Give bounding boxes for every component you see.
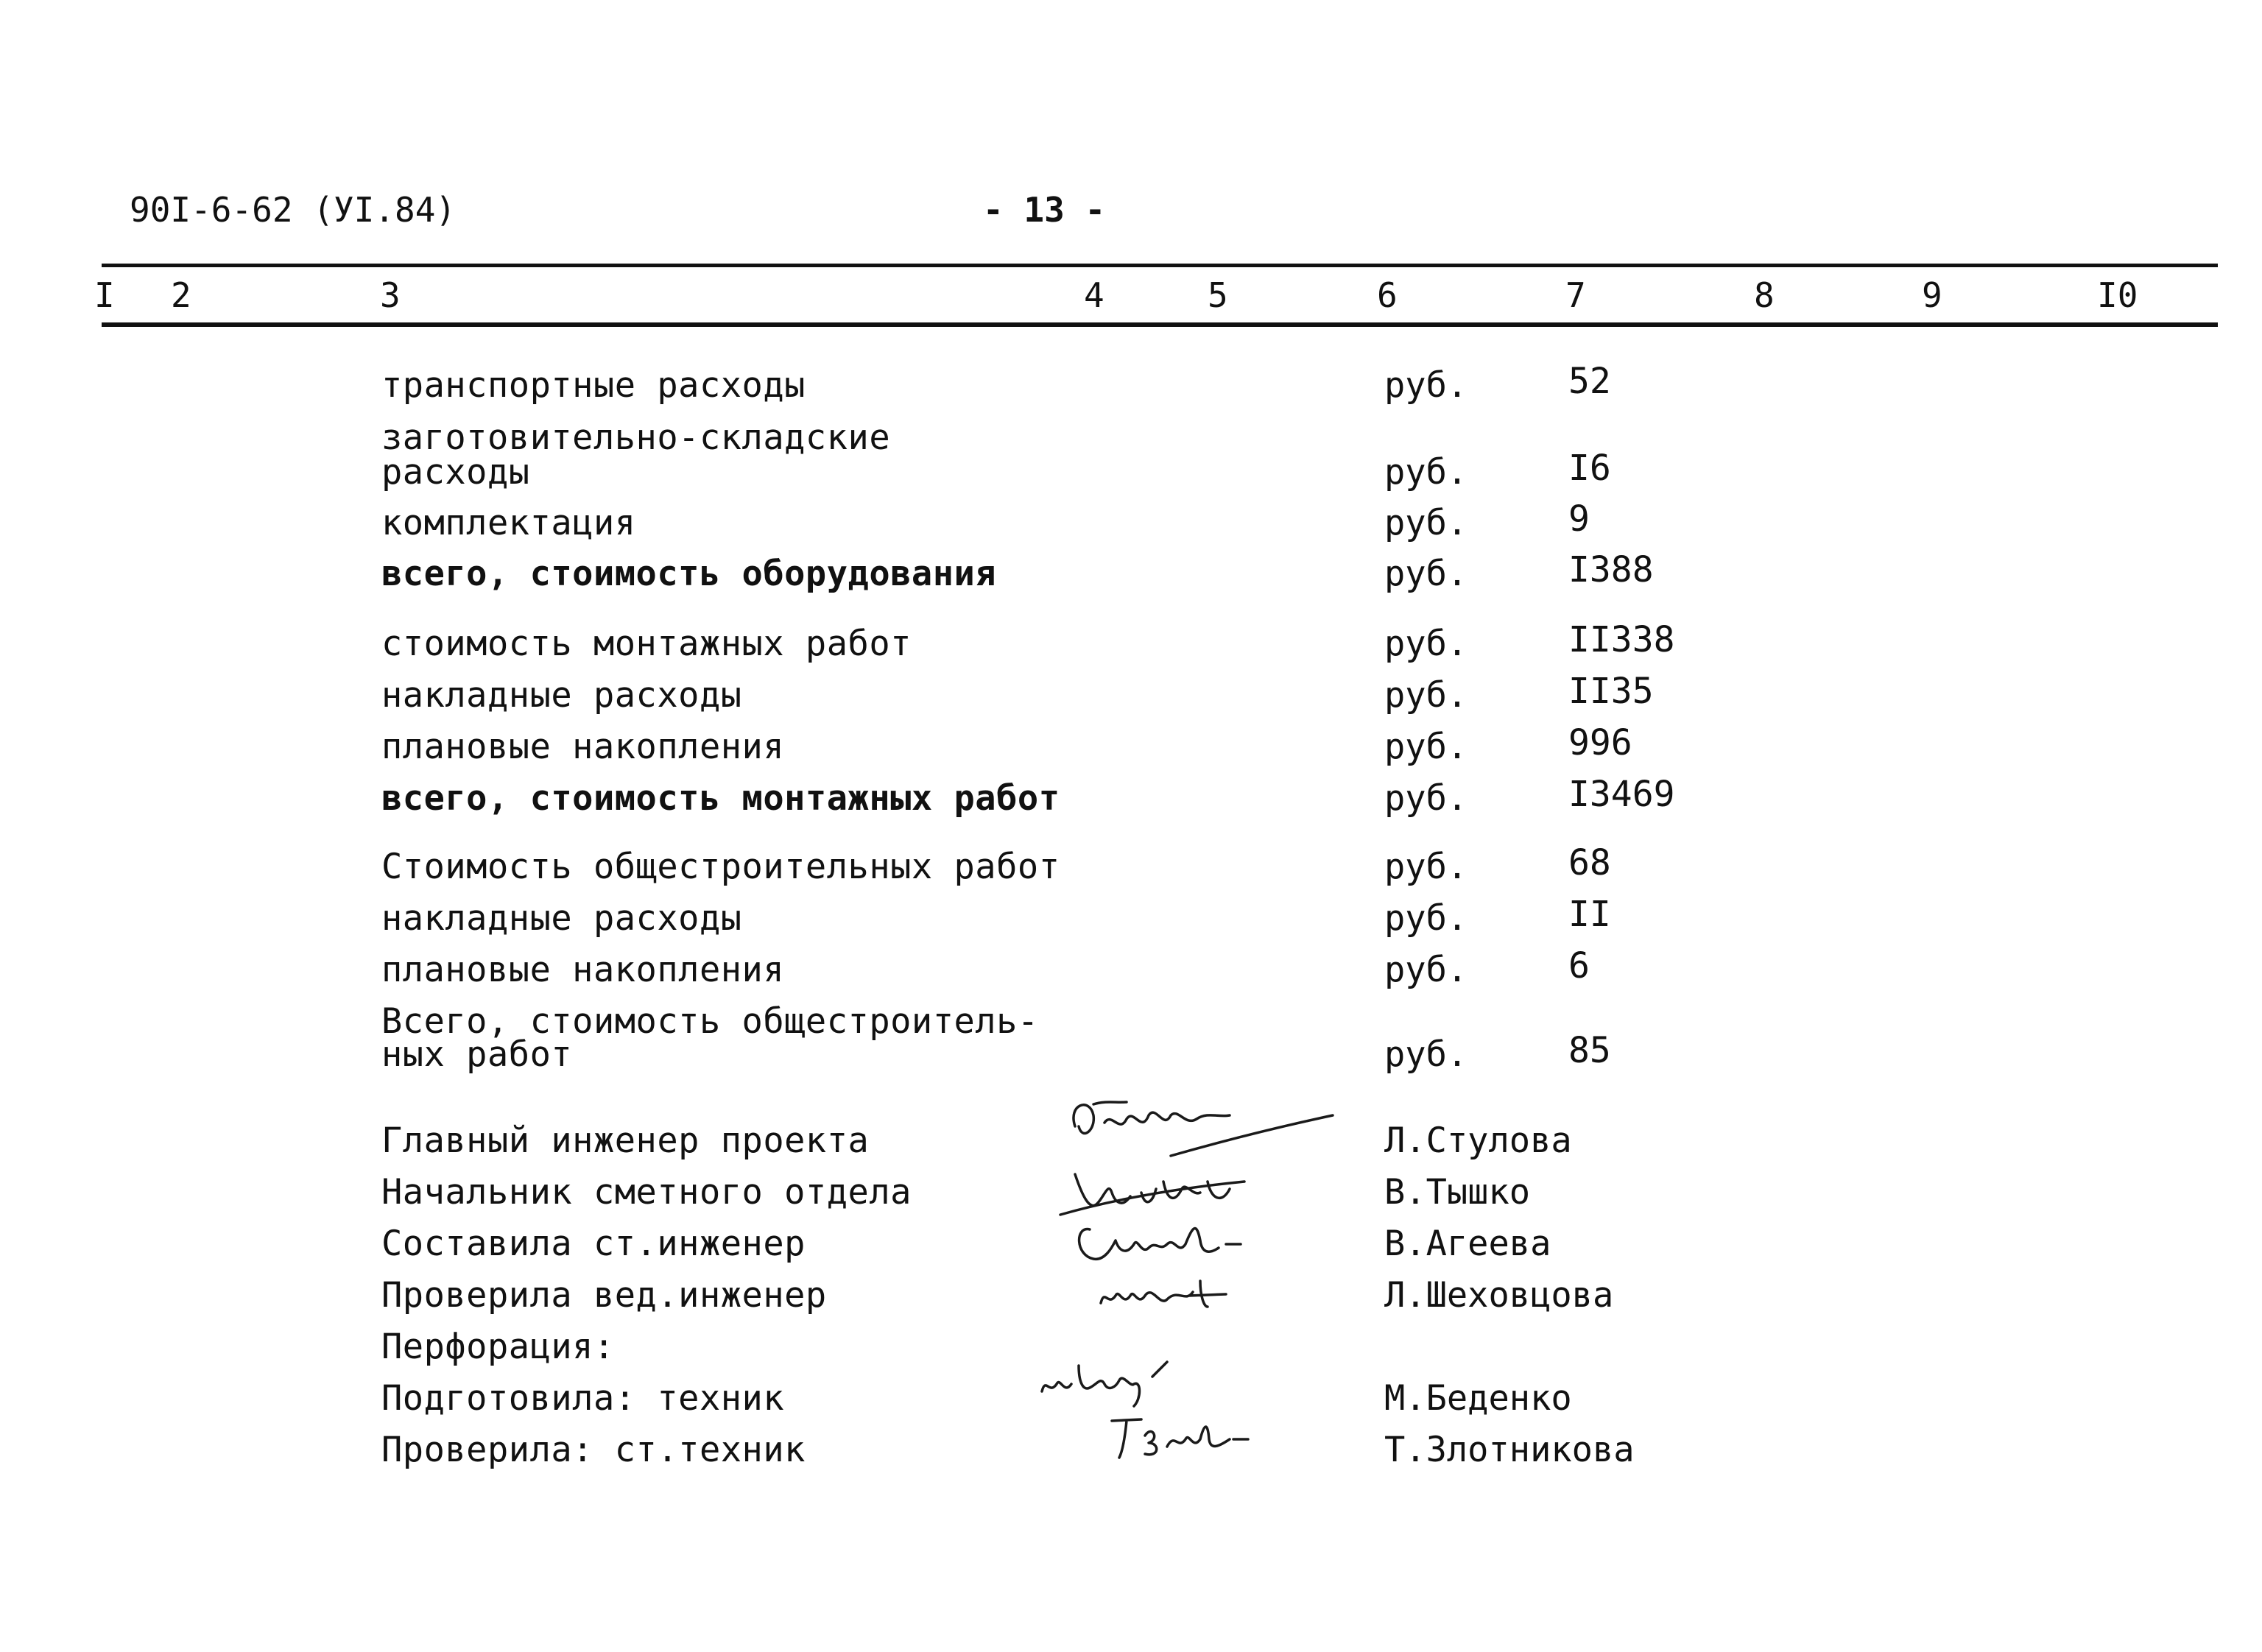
signature-role: Подготовила: техник bbox=[381, 1378, 785, 1419]
row-unit: руб. bbox=[1384, 727, 1468, 767]
row-label: всего, стоимость оборудования bbox=[381, 554, 997, 594]
signature-role: Составила ст.инженер bbox=[381, 1224, 806, 1264]
column-number: 9 bbox=[1922, 275, 1942, 315]
signature-name: М.Беденко bbox=[1384, 1378, 1572, 1419]
row-value: II338 bbox=[1568, 619, 1675, 660]
handwritten-signature bbox=[1031, 1347, 1237, 1413]
row-unit: руб. bbox=[1384, 452, 1468, 493]
row-label-continuation: ных работ bbox=[381, 1034, 573, 1075]
row-unit: руб. bbox=[1384, 554, 1468, 594]
row-label: Стоимость общестроительных работ bbox=[381, 847, 1060, 887]
row-value: II35 bbox=[1568, 671, 1654, 712]
row-value: I388 bbox=[1568, 549, 1654, 590]
signature-name: Л.Шеховцова bbox=[1384, 1275, 1614, 1316]
column-number: I bbox=[94, 275, 115, 315]
row-unit: руб. bbox=[1384, 847, 1468, 887]
row-unit: руб. bbox=[1384, 1034, 1468, 1075]
row-unit: руб. bbox=[1384, 624, 1468, 664]
column-number: 5 bbox=[1208, 275, 1228, 315]
column-number: 4 bbox=[1084, 275, 1104, 315]
row-value: 996 bbox=[1568, 722, 1632, 763]
row-value: I3469 bbox=[1568, 774, 1675, 815]
row-value: 85 bbox=[1568, 1030, 1611, 1071]
row-label: комплектация bbox=[381, 503, 636, 543]
row-value: I6 bbox=[1568, 448, 1611, 489]
column-number: 8 bbox=[1754, 275, 1775, 315]
handwritten-signature bbox=[1090, 1266, 1259, 1325]
row-unit: руб. bbox=[1384, 950, 1468, 990]
signature-name: В.Агеева bbox=[1384, 1224, 1551, 1264]
column-number: 3 bbox=[380, 275, 401, 315]
row-value: 52 bbox=[1568, 361, 1611, 402]
row-unit: руб. bbox=[1384, 898, 1468, 939]
table-header-bottom-rule bbox=[102, 322, 2218, 327]
column-number: I0 bbox=[2097, 275, 2138, 315]
row-unit: руб. bbox=[1384, 365, 1468, 406]
row-unit: руб. bbox=[1384, 503, 1468, 543]
row-label-continuation: расходы bbox=[381, 452, 530, 493]
row-label: Всего, стоимость общестроитель- bbox=[381, 1001, 1039, 1042]
signature-role: Перфорация: bbox=[381, 1327, 615, 1367]
row-value: 6 bbox=[1568, 945, 1590, 986]
row-label: заготовительно-складские bbox=[381, 417, 891, 458]
column-number: 7 bbox=[1565, 275, 1586, 315]
row-label: всего, стоимость монтажных работ bbox=[381, 778, 1060, 819]
column-number: 2 bbox=[171, 275, 191, 315]
table-top-rule bbox=[102, 264, 2218, 267]
row-value: 68 bbox=[1568, 842, 1611, 883]
row-value: 9 bbox=[1568, 498, 1590, 540]
row-label: транспортные расходы bbox=[381, 365, 806, 406]
document-code: 90I-6-62 (УI.84) bbox=[130, 190, 457, 230]
row-label: плановые накопления bbox=[381, 950, 785, 990]
signature-role: Проверила: ст.техник bbox=[381, 1430, 806, 1470]
row-label: накладные расходы bbox=[381, 898, 742, 939]
row-label: стоимость монтажных работ bbox=[381, 624, 912, 664]
signature-role: Проверила вед.инженер bbox=[381, 1275, 827, 1316]
row-unit: руб. bbox=[1384, 778, 1468, 819]
page-number: - 13 - bbox=[983, 190, 1106, 230]
handwritten-signature bbox=[1104, 1406, 1252, 1465]
column-number: 6 bbox=[1377, 275, 1398, 315]
row-value: II bbox=[1568, 894, 1611, 935]
signature-name: В.Тышко bbox=[1384, 1172, 1531, 1212]
row-label: накладные расходы bbox=[381, 675, 742, 716]
signature-name: Т.Злотникова bbox=[1384, 1430, 1635, 1470]
signature-name: Л.Стулова bbox=[1384, 1120, 1572, 1161]
signature-role: Главный инженер проекта bbox=[381, 1120, 870, 1161]
row-label: плановые накопления bbox=[381, 727, 785, 767]
row-unit: руб. bbox=[1384, 675, 1468, 716]
handwritten-signature bbox=[1060, 1082, 1340, 1171]
signature-role: Начальник сметного отдела bbox=[381, 1172, 912, 1212]
